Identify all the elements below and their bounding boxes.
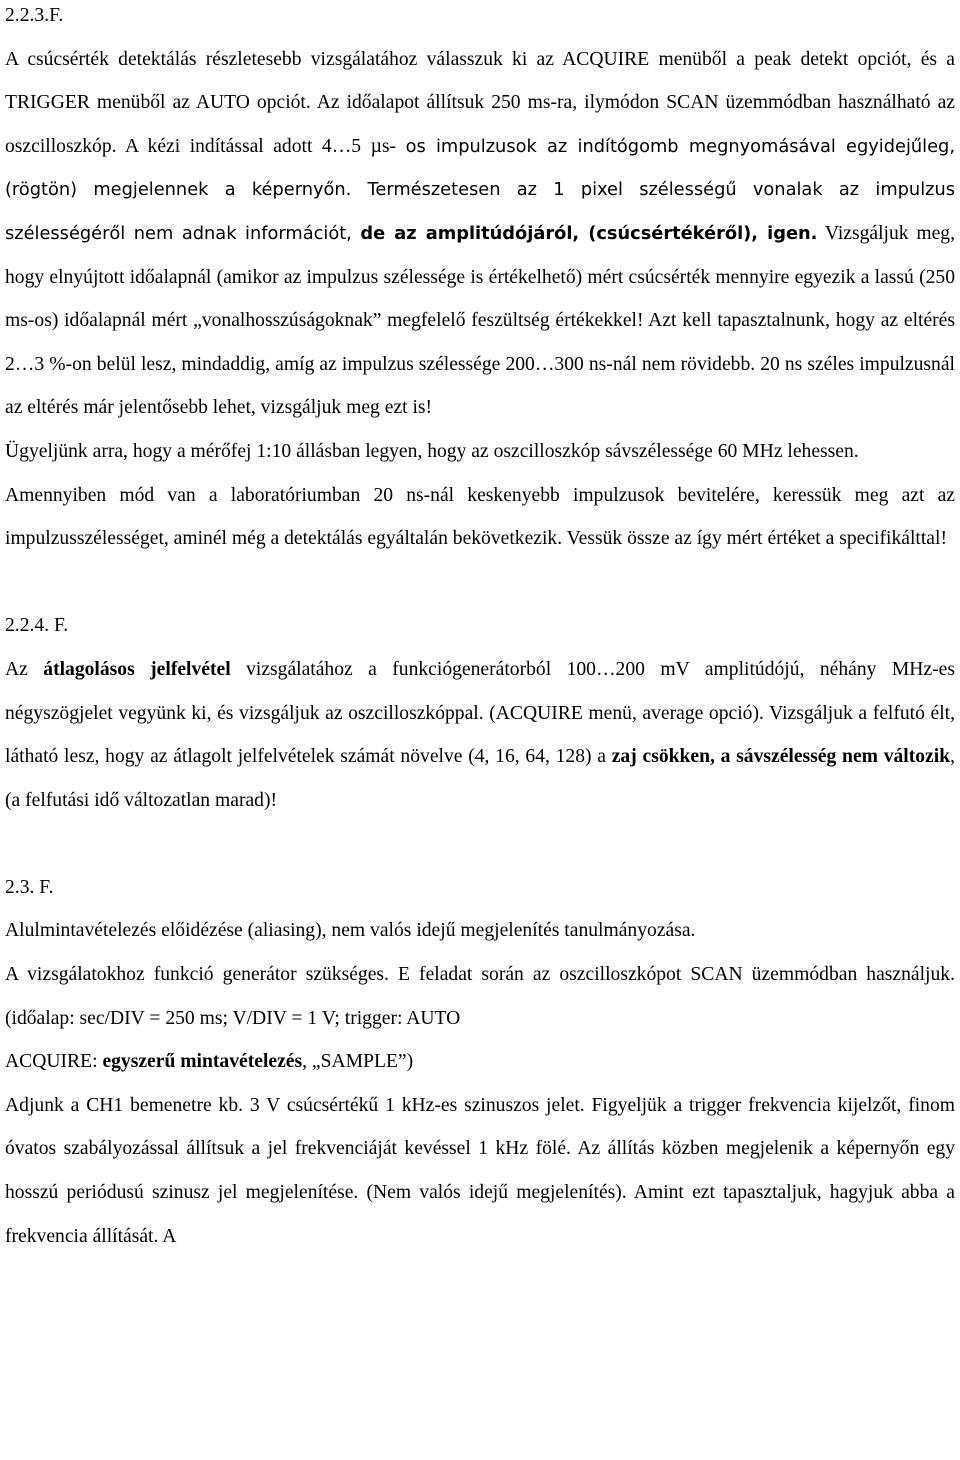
spacer — [5, 561, 955, 605]
paragraph-aliasing-title: Alulmintavételezés előidézése (aliasing), nem valós idejű megjelenítés tanulmányozása. — [5, 920, 696, 942]
paragraph-averaging — [5, 648, 955, 822]
emphasis-text: egyszerű mintavételezés — [102, 1051, 303, 1073]
paragraph-probe-setting: Ügyeljünk arra, hogy a mérőfej 1:10 állásban legyen, hogy az oszcilloszkóp sávszélessége 60 MHz lehessen. — [5, 440, 859, 462]
section-heading-2-2-3: 2.2.3.F. — [5, 5, 64, 26]
paragraph-setup — [5, 953, 955, 1084]
spacer — [5, 822, 955, 866]
paragraph-text: Az — [5, 658, 44, 680]
document-page — [5, 0, 955, 1258]
paragraph-text: A vizsgálatokhoz funkció generátor szükséges. E feladat során az oszcilloszkópot SCAN üzemmódban használjuk. (időalap: sec/DIV = 250 ms; V/DIV = 1 V; trigger: AUTO — [5, 964, 955, 1029]
emphasis-text: de az amplitúdójáról, (csúcsértékéről), igen. — [360, 222, 818, 244]
paragraph-text: A csúcsérték detektálás részletesebb vizsgálatához válasszuk ki az ACQUIRE menüből a peak detekt opciót, és a TRIGGER menüből az AUTO opciót. Az időalapot állítsuk 250 ms-ra, ilymódon SCAN üzemmódban használható az oszcilloszkóp. A kézi indítással adott 4…5 µs- — [5, 48, 955, 157]
paragraph-text: Vizsgáljuk meg, hogy elnyújtott időalapnál (amikor az impulzus szélessége is értékelhető) mért csúcsérték mennyire egyezik a lassú (250 ms-os) időalapnál mért „vonalhosszúságoknak” megfelelő feszültség értékekkel! Azt kell tapasztalnunk, hogy az eltérés 2…3 %-on belül lesz, mindaddig, amíg az impulzus szélessége 200…300 ns-nál nem rövidebb. 20 ns széles impulzusnál az eltérés már jelentősebb lehet, vizsgáljuk meg ezt is! — [5, 222, 955, 419]
emphasis-text: zaj csökken, a sávszélesség nem változik — [611, 746, 951, 768]
paragraph-text: , (a felfutási idő változatlan marad)! — [5, 746, 956, 811]
paragraph-narrow-pulses: Amennyiben mód van a laboratóriumban 20 ns-nál keskenyebb impulzusok bevitelére, keressük meg azt az impulzusszélességet, aminél még a detektálás egyáltalán bekövetkezik. Vessük össze az így mért értéket a specifikálttal! — [5, 484, 955, 550]
paragraph-text: ACQUIRE: — [5, 1051, 103, 1073]
emphasis-text: átlagolásos jelfelvétel — [43, 658, 231, 680]
paragraph-text: os impulzusok az indítógomb megnyomásával egyidejűleg, (rögtön) megjelennek a képernyőn. Természetesen az 1 pixel szélességű vonalak az impulzus szélességéről nem adnak információt, — [5, 135, 955, 244]
paragraph-text: vizsgálatához a funkciógenerátorból 100…200 mV amplitúdójú, néhány MHz-es négyszögjelet vegyünk ki, és vizsgáljuk az oszcilloszkóppal. (ACQUIRE menü, average opció). Vizsgáljuk a felfutó élt, látható lesz, hogy az átlagolt jelfelvételek számát növelve (4, 16, 64, 128) a — [5, 658, 955, 768]
section-heading-2-2-4: 2.2.4. F. — [5, 615, 69, 637]
paragraph-procedure: Adjunk a CH1 bemenetre kb. 3 V csúcsértékű 1 kHz-es szinuszos jelet. Figyeljük a trigger frekvencia kijelzőt, finom óvatos szabályozással állítsuk a jel frekvenciáját kevéssel 1 kHz fölé. Az állítás közben megjelenik a képernyőn egy hosszú periódusú szinusz jel megjelenítése. (Nem valós idejű megjelenítés). Amint ezt tapasztaljuk, hagyjuk abba a frekvencia állítását. A — [5, 1094, 955, 1247]
section-heading-2-3: 2.3. F. — [5, 876, 54, 898]
paragraph-peak-detect — [5, 38, 955, 430]
paragraph-text: , „SAMPLE”) — [302, 1051, 414, 1073]
